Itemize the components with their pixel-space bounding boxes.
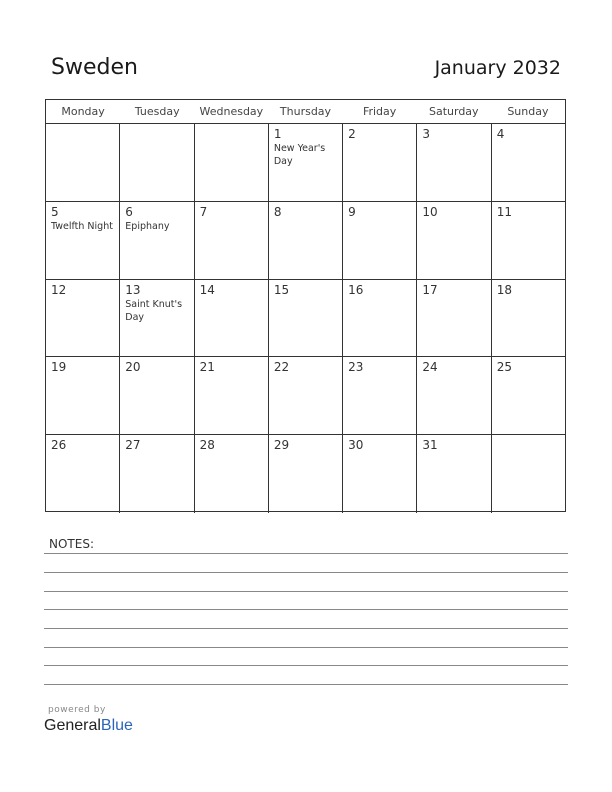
day-cell xyxy=(195,124,269,201)
day-number: 5 xyxy=(51,204,59,219)
day-cell xyxy=(417,357,491,434)
day-cell xyxy=(195,357,269,434)
month-year-title: January 2032 xyxy=(434,57,561,79)
day-number: 27 xyxy=(125,438,141,453)
generalblue-logo[interactable] xyxy=(44,717,133,735)
day-number: 2 xyxy=(348,127,356,141)
day-cell xyxy=(195,202,269,279)
note-line xyxy=(44,684,568,685)
day-cell xyxy=(343,357,417,434)
day-number: 14 xyxy=(199,282,215,297)
day-number: 3 xyxy=(422,127,431,141)
week-row xyxy=(46,435,565,513)
calendar-grid xyxy=(45,99,566,512)
day-cell xyxy=(343,202,417,279)
day-number: 25 xyxy=(496,360,512,375)
day-number: 15 xyxy=(273,282,290,297)
week-row xyxy=(46,124,565,202)
weekday-thursday: Thursday xyxy=(279,105,332,118)
day-cell xyxy=(417,435,491,513)
day-cell xyxy=(343,280,417,357)
day-cell xyxy=(120,280,194,357)
holiday-label: Epiphany xyxy=(125,220,170,232)
day-number: 29 xyxy=(273,438,290,453)
day-cell xyxy=(492,435,565,513)
week-row xyxy=(46,202,565,280)
note-line xyxy=(44,553,568,554)
weekday-friday: Friday xyxy=(362,105,397,118)
day-cell xyxy=(343,124,417,201)
weekday-wednesday: Wednesday xyxy=(199,105,264,118)
day-cell xyxy=(120,124,194,201)
day-number: 19 xyxy=(51,360,67,375)
day-number: 30 xyxy=(348,438,364,453)
day-cell xyxy=(46,357,120,434)
day-cell xyxy=(46,124,120,201)
day-cell xyxy=(492,280,565,357)
day-cell xyxy=(269,124,343,201)
brand-blue: Blue xyxy=(100,717,133,734)
day-cell xyxy=(195,280,269,357)
week-row xyxy=(46,280,565,358)
day-cell xyxy=(269,435,343,513)
day-number: 18 xyxy=(496,282,512,297)
day-cell xyxy=(269,357,343,434)
note-line xyxy=(44,647,568,648)
day-number: 12 xyxy=(51,282,67,297)
day-number: 9 xyxy=(348,204,356,219)
day-number: 24 xyxy=(422,360,438,375)
weeks-container xyxy=(46,124,565,513)
day-cell xyxy=(492,124,565,201)
note-line xyxy=(44,665,568,666)
brand-general: General xyxy=(44,717,101,734)
day-number: 20 xyxy=(125,360,141,375)
day-cell xyxy=(46,435,120,513)
day-number: 1 xyxy=(273,127,282,141)
day-cell xyxy=(269,202,343,279)
weekday-header-row xyxy=(46,100,565,124)
day-cell xyxy=(492,202,565,279)
day-cell xyxy=(269,280,343,357)
day-number: 21 xyxy=(199,360,215,375)
note-line xyxy=(44,591,568,592)
day-cell xyxy=(417,202,491,279)
day-cell xyxy=(120,357,194,434)
weekday-monday: Monday xyxy=(61,105,105,118)
day-number: 13 xyxy=(125,282,141,297)
day-cell xyxy=(343,435,417,513)
holiday-label: New Year's Day xyxy=(273,143,326,167)
day-number: 22 xyxy=(273,360,290,375)
note-line xyxy=(44,609,568,610)
day-number: 4 xyxy=(496,127,505,141)
day-number: 16 xyxy=(348,282,364,297)
day-cell xyxy=(492,357,565,434)
day-cell xyxy=(120,435,194,513)
day-number: 17 xyxy=(422,282,438,297)
day-cell xyxy=(46,280,120,357)
note-line xyxy=(44,628,568,629)
day-cell xyxy=(195,435,269,513)
day-number: 8 xyxy=(273,204,282,219)
day-number: 10 xyxy=(422,204,438,219)
country-title: Sweden xyxy=(51,55,138,80)
day-number: 6 xyxy=(125,204,133,219)
weekday-sunday: Sunday xyxy=(507,105,549,118)
day-cell xyxy=(120,202,194,279)
note-line xyxy=(44,572,568,573)
holiday-label: Twelfth Night xyxy=(51,220,113,232)
day-number: 28 xyxy=(199,438,215,453)
day-cell xyxy=(46,202,120,279)
notes-label: NOTES: xyxy=(49,537,94,551)
day-number: 11 xyxy=(496,204,512,219)
holiday-label: Saint Knut's Day xyxy=(125,298,183,323)
week-row xyxy=(46,357,565,435)
day-number: 23 xyxy=(348,360,364,375)
day-number: 7 xyxy=(199,204,208,219)
day-cell xyxy=(417,280,491,357)
powered-by-text: powered by xyxy=(48,705,106,715)
weekday-saturday: Saturday xyxy=(428,105,479,118)
day-number: 26 xyxy=(51,438,67,453)
day-cell xyxy=(417,124,491,201)
day-number: 31 xyxy=(422,438,438,453)
weekday-tuesday: Tuesday xyxy=(134,105,180,118)
